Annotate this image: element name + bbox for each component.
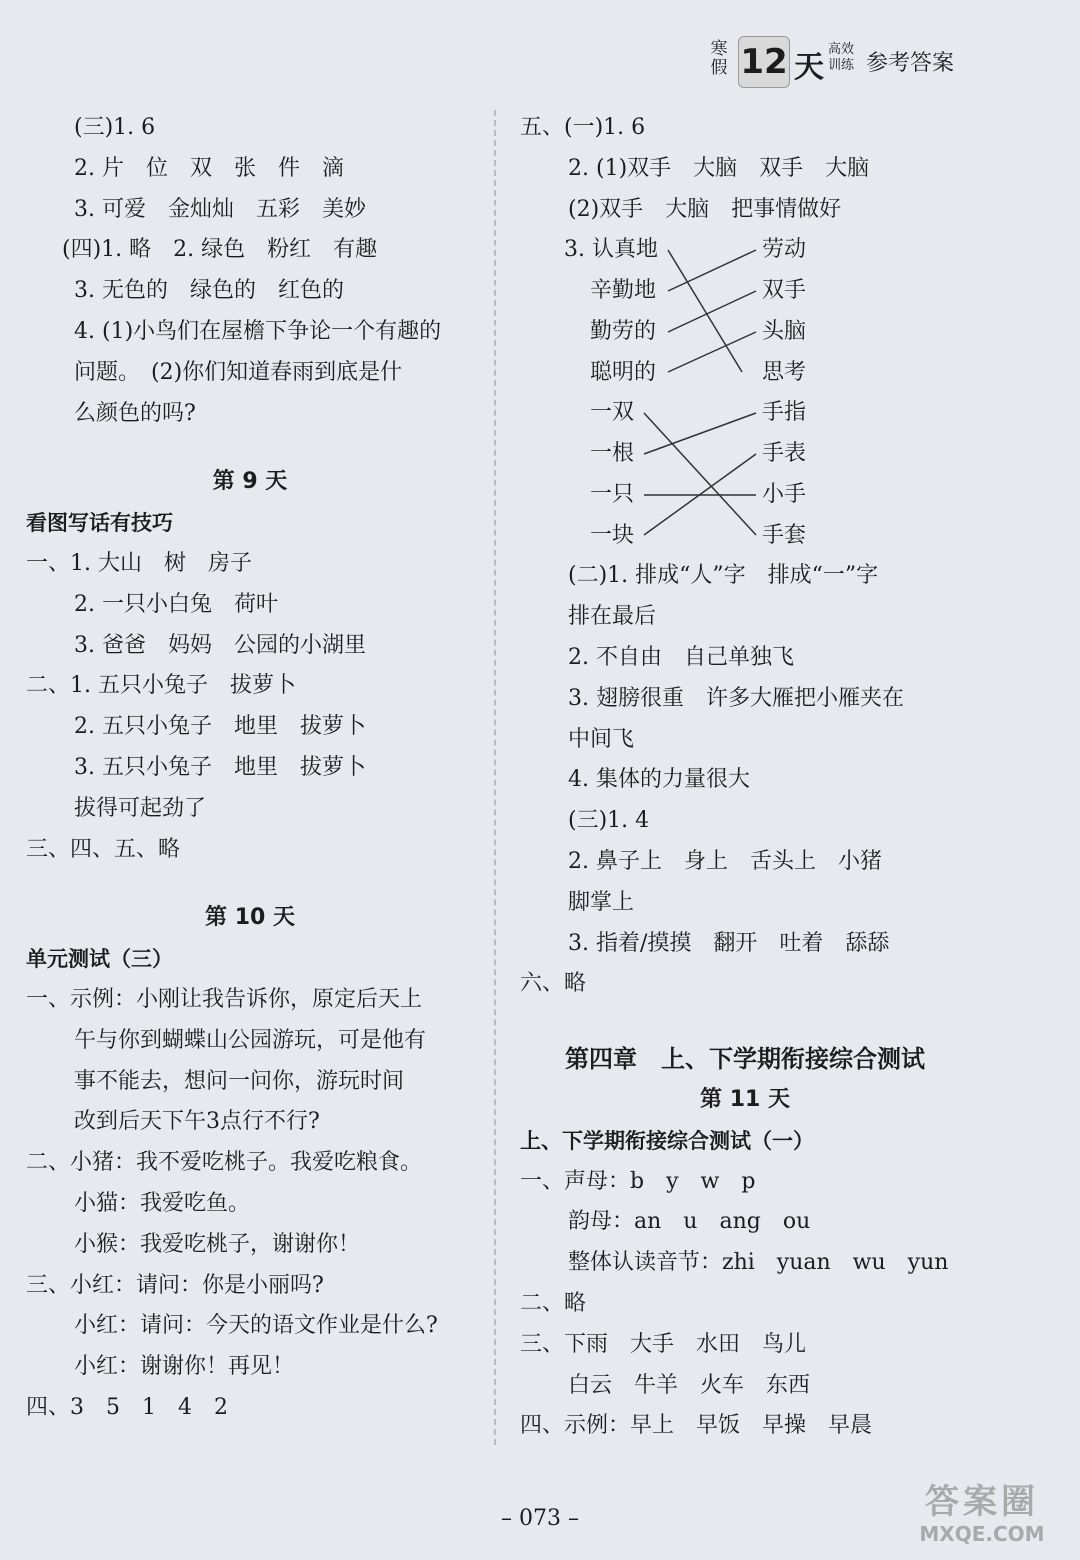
text-line: 事不能去，想问一问你，游玩时间 bbox=[74, 1068, 405, 1094]
text-line: 三、下雨 大手 水田 鸟儿 bbox=[520, 1331, 807, 1357]
day-10-heading: 第 10 天 bbox=[205, 905, 295, 931]
match-right-item: 劳动 bbox=[762, 237, 807, 263]
text-line: 4. (1)小鸟们在屋檐下争论一个有趣的 bbox=[74, 318, 442, 344]
match-left-item: 聪明的 bbox=[590, 359, 657, 385]
text-line: 小红：请问：今天的语文作业是什么? bbox=[74, 1313, 438, 1339]
match-right-item: 双手 bbox=[762, 278, 807, 304]
chapter-heading: 第四章 上、下学期衔接综合测试 bbox=[565, 1045, 925, 1074]
match-left-item: 一只 bbox=[590, 481, 635, 507]
text-line: 韵母：an u ang ou bbox=[568, 1209, 811, 1235]
text-line: 小猫：我爱吃鱼。 bbox=[74, 1190, 251, 1216]
watermark-url: MXQE.COM bbox=[919, 1522, 1045, 1546]
header-han: 寒 bbox=[710, 39, 728, 59]
text-line: 中间飞 bbox=[568, 726, 635, 752]
match-right-item: 手表 bbox=[762, 441, 807, 467]
match-right-item: 思考 bbox=[762, 359, 807, 385]
text-line: 2. 一只小白兔 荷叶 bbox=[74, 591, 278, 617]
header-jia: 假 bbox=[710, 58, 728, 78]
text-line: (三)1. 6 bbox=[74, 115, 156, 140]
header-answer-title: 参考答案 bbox=[866, 51, 955, 76]
text-line: 2. 鼻子上 身上 舌头上 小猪 bbox=[568, 848, 882, 874]
text-line: 二、1. 五只小兔子 拔萝卜 bbox=[26, 673, 296, 699]
match-line bbox=[644, 413, 756, 454]
text-line: (二)1. 排成“人”字 排成“一”字 bbox=[568, 563, 879, 589]
text-line: 一、声母：b y w p bbox=[520, 1168, 756, 1194]
match-line bbox=[668, 332, 756, 372]
matching-exercise-2 bbox=[520, 393, 970, 556]
text-line: 3. 翅膀很重 许多大雁把小雁夹在 bbox=[568, 685, 904, 711]
match-lines-1 bbox=[520, 230, 970, 393]
left-column bbox=[26, 108, 474, 1429]
text-line: 二、略 bbox=[520, 1290, 587, 1316]
text-line: 2. 不自由 自己单独飞 bbox=[568, 644, 794, 670]
text-line: 整体认读音节：zhi yuan wu yun bbox=[568, 1250, 949, 1276]
text-line: 四、示例：早上 早饭 早操 早晨 bbox=[520, 1413, 873, 1439]
match-left-item: 3. 认真地 bbox=[564, 237, 658, 263]
match-line bbox=[668, 250, 742, 372]
day-9-heading: 第 9 天 bbox=[212, 469, 288, 495]
text-line: 改到后天下午3点行不行? bbox=[74, 1109, 320, 1135]
text-line: 四、3 5 1 4 2 bbox=[26, 1394, 228, 1420]
match-left-item: 辛勤地 bbox=[590, 278, 657, 304]
text-line: 4. 集体的力量很大 bbox=[568, 767, 750, 793]
text-line: 六、略 bbox=[520, 971, 587, 997]
header-days-badge: 12 bbox=[738, 36, 790, 88]
text-line: 3. 五只小兔子 地里 拔萝卜 bbox=[74, 754, 366, 780]
matching-exercise-1 bbox=[520, 230, 970, 393]
page-header bbox=[706, 34, 976, 92]
watermark-text: 答案圈 bbox=[925, 1482, 1039, 1522]
text-line: 3. 无色的 绿色的 红色的 bbox=[74, 278, 344, 304]
match-right-item: 头脑 bbox=[762, 318, 807, 344]
text-line: 2. 片 位 双 张 件 滴 bbox=[74, 155, 344, 181]
match-right-item: 小手 bbox=[762, 481, 807, 507]
match-right-item: 手套 bbox=[762, 522, 807, 548]
section-heading: 上、下学期衔接综合测试（一） bbox=[520, 1128, 814, 1153]
header-tian: 天 bbox=[794, 50, 824, 85]
page-number: – 073 – bbox=[501, 1506, 579, 1531]
text-line: 拔得可起劲了 bbox=[74, 795, 207, 821]
text-line: 脚掌上 bbox=[568, 889, 635, 915]
text-line: (三)1. 4 bbox=[568, 808, 650, 834]
text-line: 3. 指着/摸摸 翻开 吐着 舔舔 bbox=[568, 930, 890, 956]
match-left-item: 一块 bbox=[590, 522, 635, 548]
match-lines-2 bbox=[520, 393, 970, 556]
text-line: 三、四、五、略 bbox=[26, 836, 181, 862]
match-left-item: 勤劳的 bbox=[590, 318, 657, 344]
right-column bbox=[520, 108, 970, 1447]
text-line: 小猴：我爱吃桃子，谢谢你！ bbox=[74, 1231, 361, 1257]
text-line: 3. 爸爸 妈妈 公园的小湖里 bbox=[74, 632, 366, 658]
text-line: 二、小猪：我不爱吃桃子。我爱吃粮食。 bbox=[26, 1150, 423, 1176]
header-gaoxiao bbox=[828, 42, 858, 74]
match-right-item: 手指 bbox=[762, 400, 807, 426]
section-heading: 看图写话有技巧 bbox=[26, 511, 173, 536]
section-heading: 单元测试（三） bbox=[26, 947, 173, 972]
column-divider bbox=[494, 110, 496, 1445]
match-line bbox=[668, 291, 756, 332]
text-line: (2)双手 大脑 把事情做好 bbox=[568, 196, 842, 222]
text-line: 白云 牛羊 火车 东西 bbox=[568, 1372, 811, 1398]
header-hanjia bbox=[706, 40, 732, 78]
day-11-heading: 第 11 天 bbox=[700, 1086, 790, 1112]
text-line: 么颜色的吗? bbox=[74, 400, 196, 426]
text-line: 小红：谢谢你！再见！ bbox=[74, 1354, 295, 1380]
text-line: 午与你到蝴蝶山公园游玩，可是他有 bbox=[74, 1027, 427, 1053]
text-line: 一、1. 大山 树 房子 bbox=[26, 550, 252, 576]
match-line bbox=[644, 413, 756, 535]
text-line: 三、小红：请问：你是小丽吗? bbox=[26, 1272, 324, 1298]
text-line: (四)1. 略 2. 绿色 粉红 有趣 bbox=[62, 237, 378, 263]
text-line: 2. 五只小兔子 地里 拔萝卜 bbox=[74, 714, 366, 740]
text-line: 一、示例：小刚让我告诉你，原定后天上 bbox=[26, 986, 423, 1012]
match-left-item: 一双 bbox=[590, 400, 635, 426]
header-xun: 训练 bbox=[828, 58, 855, 73]
text-line: 五、(一)1. 6 bbox=[520, 115, 646, 140]
text-line: 问题。 (2)你们知道春雨到底是什 bbox=[74, 359, 403, 385]
text-line: 排在最后 bbox=[568, 604, 657, 630]
text-line: 3. 可爱 金灿灿 五彩 美妙 bbox=[74, 196, 366, 222]
watermark bbox=[892, 1482, 1072, 1552]
header-gao: 高效 bbox=[828, 42, 855, 57]
match-left-item: 一根 bbox=[590, 441, 635, 467]
text-line: 2. (1)双手 大脑 双手 大脑 bbox=[568, 155, 870, 181]
